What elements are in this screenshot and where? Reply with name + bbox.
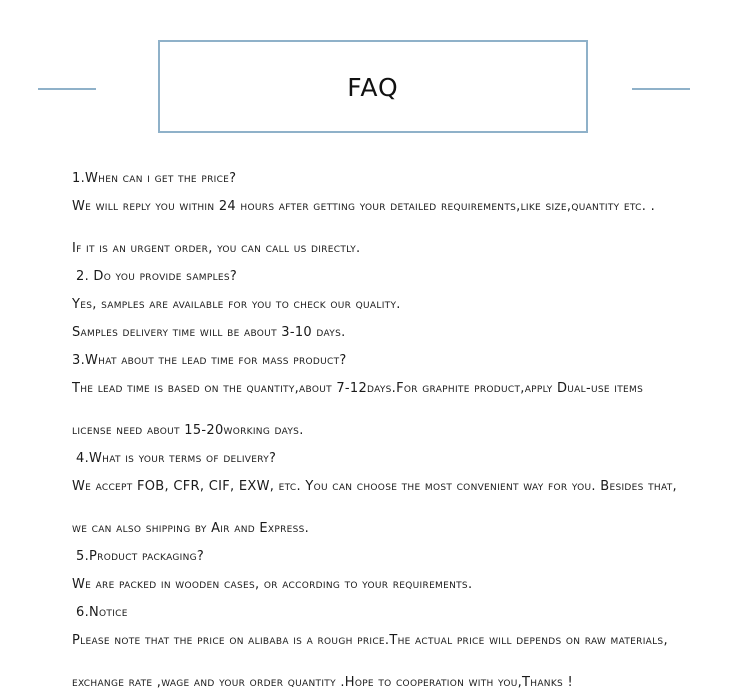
faq-question-3: 3.What about the lead time for mass product? — [72, 353, 347, 368]
faq-question-1: 1.When can i get the price? — [72, 171, 237, 186]
left-divider-line — [38, 88, 96, 90]
faq-answer-2b: Samples delivery time will be about 3-10 days. — [72, 325, 346, 340]
faq-answer-6a: Please note that the price on alibaba is a rough price.The actual price will depends on raw materials, — [72, 633, 668, 648]
faq-question-4: 4.What is your terms of delivery? — [76, 451, 277, 466]
page-title: FAQ — [347, 73, 399, 102]
faq-answer-2a: Yes, samples are available for you to check our quality. — [72, 297, 401, 312]
faq-answer-4a: We accept FOB, CFR, CIF, EXW, etc. You can choose the most convenient way for you. Besides that, — [72, 479, 677, 494]
faq-answer-6b: exchange rate ,wage and your order quantity .Hope to cooperation with you,Thanks ! — [72, 675, 573, 690]
faq-answer-3b: license need about 15-20working days. — [72, 423, 304, 438]
faq-answer-5: We are packed in wooden cases, or according to your requirements. — [72, 577, 473, 592]
faq-answer-1b: If it is an urgent order, you can call us directly. — [72, 241, 361, 256]
faq-answer-1a: We will reply you within 24 hours after getting your detailed requirements,like size,quantity etc. . — [72, 199, 655, 214]
faq-question-2: 2. Do you provide samples? — [76, 269, 238, 284]
faq-answer-4b: we can also shipping by Air and Express. — [72, 521, 310, 536]
faq-question-5: 5.Product packaging? — [76, 549, 205, 564]
faq-answer-3a: The lead time is based on the quantity,about 7-12days.For graphite product,apply Dual-use items — [72, 381, 644, 396]
faq-question-6: 6.Notice — [76, 605, 128, 620]
right-divider-line — [632, 88, 690, 90]
title-box — [158, 40, 588, 133]
